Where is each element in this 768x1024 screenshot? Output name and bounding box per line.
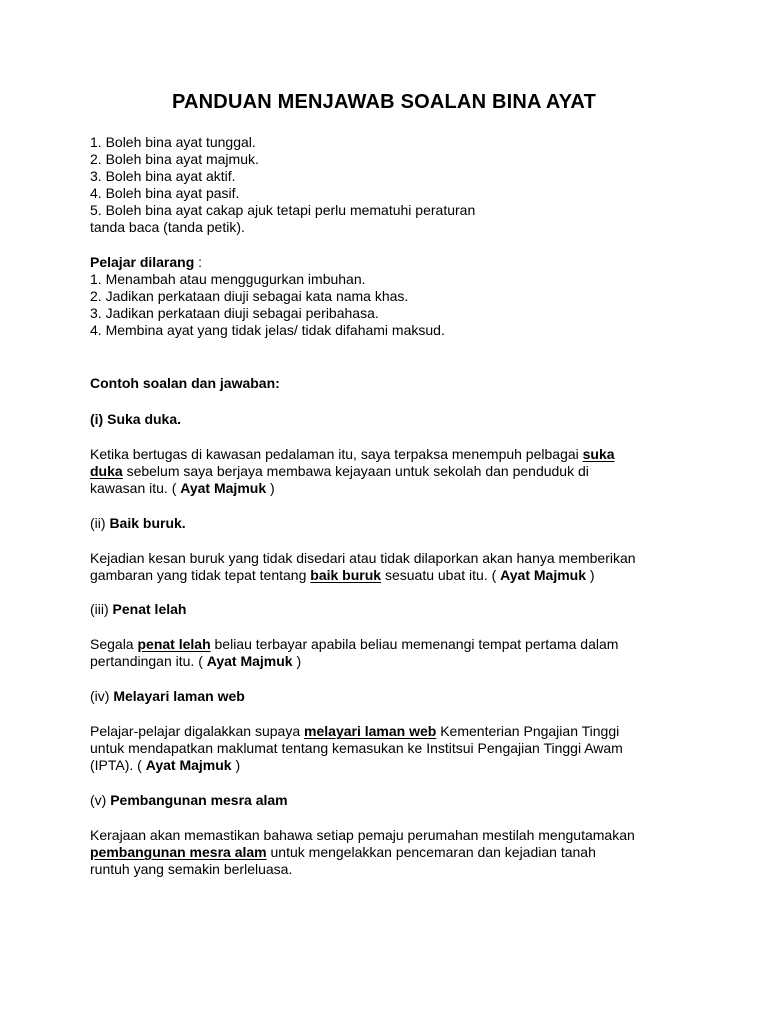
rules-list [90, 134, 690, 236]
example-phrase: Penat lelah [112, 601, 187, 617]
rule-item: 1. Boleh bina ayat tunggal. [90, 134, 256, 150]
sentence-type: Ayat Majmuk [180, 480, 267, 496]
answer-text: ) [586, 567, 595, 583]
answer-text: Kementerian Pngajian Tinggi [436, 723, 620, 739]
answer-text: pertandingan itu. ( [90, 653, 207, 669]
example-1-title: (i) Suka duka. [90, 411, 182, 427]
answer-text: sesuatu ubat itu. ( [381, 567, 501, 583]
prohibited-colon: : [194, 254, 203, 270]
rule-item: 2. Boleh bina ayat majmuk. [90, 151, 259, 167]
answer-text: Segala [90, 636, 138, 652]
answer-line: runtuh yang semakin berleluasa. [90, 861, 293, 877]
rule-item: 4. Boleh bina ayat pasif. [90, 185, 240, 201]
keyword: pembangunan mesra alam [90, 844, 267, 860]
prohibited-item: 4. Membina ayat yang tidak jelas/ tidak difahami maksud. [90, 322, 445, 338]
page-title: PANDUAN MENJAWAB SOALAN BINA AYAT [171, 91, 597, 113]
answer-line [90, 844, 690, 861]
answer-line [90, 567, 690, 584]
rule-item-continuation: tanda baca (tanda petik). [90, 219, 245, 235]
prohibited-heading-line [90, 254, 690, 271]
answer-line: Kerajaan akan memastikan bahawa setiap pemaju perumahan mestilah mengutamakan [90, 827, 635, 843]
example-phrase: Pembangunan mesra alam [110, 792, 288, 808]
answer-line [90, 480, 690, 497]
prohibited-item: 2. Jadikan perkataan diuji sebagai kata nama khas. [90, 288, 409, 304]
example-2-answer [90, 550, 690, 584]
answer-text: (IPTA). ( [90, 757, 146, 773]
example-phrase: Melayari laman web [113, 688, 245, 704]
answer-line [90, 446, 690, 463]
keyword: duka [90, 463, 123, 479]
example-5-heading [90, 792, 690, 809]
example-phrase: Baik buruk. [109, 515, 186, 531]
answer-text: Pelajar-pelajar digalakkan supaya [90, 723, 305, 739]
answer-line [90, 463, 690, 480]
prohibited-section [90, 254, 690, 339]
answer-line [90, 636, 690, 653]
examples-heading [90, 375, 690, 392]
prohibited-heading: Pelajar dilarang [90, 254, 195, 270]
answer-line [90, 723, 690, 740]
sentence-type: Ayat Majmuk [145, 757, 232, 773]
keyword: melayari laman web [304, 723, 437, 739]
rule-item: 5. Boleh bina ayat cakap ajuk tetapi perlu mematuhi peraturan [90, 202, 476, 218]
answer-line: untuk mendapatkan maklumat tentang kemasukan ke Institsui Pengajian Tinggi Awam [90, 740, 623, 756]
example-5-title [90, 792, 690, 809]
example-3-heading [90, 601, 690, 618]
examples-heading-text: Contoh soalan dan jawaban: [90, 375, 280, 391]
example-3-title [90, 601, 690, 618]
answer-text: ) [292, 653, 302, 669]
prohibited-item: 1. Menambah atau menggugurkan imbuhan. [90, 271, 366, 287]
example-4-heading [90, 688, 690, 705]
answer-text: sebelum saya berjaya membawa kejayaan untuk sekolah dan penduduk di [122, 463, 589, 479]
answer-line [90, 653, 690, 670]
example-2-title [90, 515, 690, 532]
example-2-heading [90, 515, 690, 532]
answer-text: untuk mengelakkan pencemaran dan kejadian tanah [266, 844, 596, 860]
answer-text: kawasan itu. ( [90, 480, 181, 496]
sentence-type: Ayat Majmuk [206, 653, 293, 669]
answer-text: beliau terbayar apabila beliau memenangi tempat pertama dalam [210, 636, 619, 652]
keyword: baik buruk [310, 567, 382, 583]
prohibited-item: 3. Jadikan perkataan diuji sebagai peribahasa. [90, 305, 379, 321]
example-1-heading [90, 411, 690, 428]
answer-text: Ketika bertugas di kawasan pedalaman itu, saya terpaksa menempuh pelbagai [90, 446, 583, 462]
answer-text: gambaran yang tidak tepat tentang [90, 567, 311, 583]
rule-item: 3. Boleh bina ayat aktif. [90, 168, 236, 184]
answer-line [90, 757, 690, 774]
example-3-answer [90, 636, 690, 670]
example-5-answer [90, 827, 690, 878]
example-4-title [90, 688, 690, 705]
example-4-answer [90, 723, 690, 774]
keyword: penat lelah [137, 636, 211, 652]
example-number: (v) [90, 792, 111, 808]
example-1-answer [90, 446, 690, 497]
example-number: (ii) [90, 515, 110, 531]
sentence-type: Ayat Majmuk [500, 567, 586, 583]
answer-text: ) [231, 757, 241, 773]
answer-text: ) [266, 480, 275, 496]
example-number: (iv) [90, 688, 114, 704]
keyword: suka [582, 446, 615, 462]
example-number: (iii) [90, 601, 113, 617]
answer-line: Kejadian kesan buruk yang tidak disedari atau tidak dilaporkan akan hanya memberikan [90, 550, 636, 566]
